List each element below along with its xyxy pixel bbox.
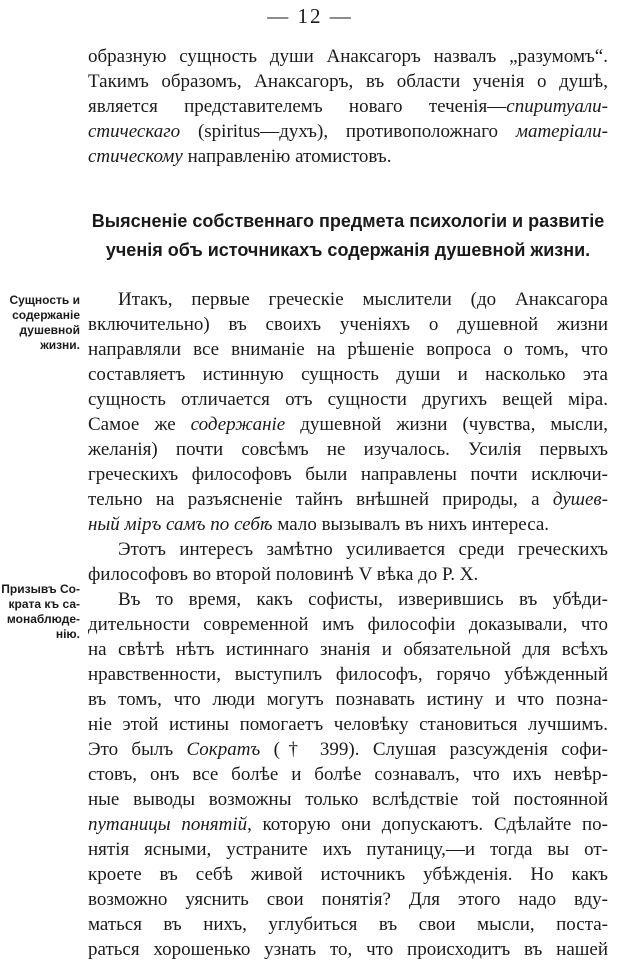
text-segment: Въ то время, какъ софисты, изверившись въ убѣди- [118, 589, 608, 610]
text-line [88, 537, 608, 562]
text-line [88, 462, 608, 487]
text-line [88, 587, 608, 612]
text-line [88, 812, 608, 837]
text-segment: († 399). Слушая разсужденія софи- [260, 739, 608, 760]
text-segment: Итакъ, первые греческіе мыслители (до Анаксагора [118, 289, 608, 310]
text-line [88, 487, 608, 512]
text-line [88, 44, 608, 69]
text-segment: дительности современной имъ философіи доказывали, что [88, 614, 608, 635]
text-line [88, 94, 608, 119]
margin-note-line: монаблюде- [6, 612, 80, 626]
text-segment: сущность отличается отъ сущности другихъ вещей міра. [88, 389, 608, 410]
text-segment: въ томъ, что люди могутъ познавать истину и что позна- [88, 689, 608, 710]
text-segment: , которую они допускаютъ. Сдѣлайте по- [247, 814, 608, 835]
emphasis: стическому [88, 146, 183, 167]
margin-note-socrates [0, 582, 80, 642]
text-segment: возможно уяснить свои понятія? Для этого надо вду- [88, 889, 608, 910]
text-segment: греческихъ философовъ были направлены почти исключи- [88, 464, 608, 485]
margin-note-line: Призывъ Со- [1, 582, 80, 596]
margin-note-line: нію. [55, 627, 80, 641]
text-line [88, 387, 608, 412]
emphasis: содержаніе [190, 414, 286, 435]
margin-note-line: крата къ са- [8, 597, 80, 611]
text-line [88, 119, 608, 144]
text-segment: маться въ нихъ, углубиться въ свои мысли, поста- [88, 914, 608, 935]
text-line [88, 562, 608, 587]
text-segment: стовъ, онъ все болѣе и болѣе сознавалъ, что ихъ невѣр- [88, 764, 608, 785]
text-line [88, 287, 608, 312]
margin-note-line: содержаніе [12, 308, 80, 322]
text-segment: ніе этой истины помогаетъ человѣку становиться лучшимъ. [88, 714, 608, 735]
text-line [88, 69, 608, 94]
text-line [88, 937, 608, 962]
text-line [88, 637, 608, 662]
text-line [88, 862, 608, 887]
text-line [88, 337, 608, 362]
text-segment: Этотъ интересъ замѣтно усиливается среди греческихъ [118, 539, 608, 560]
text-segment: включительно) въ своихъ ученіяхъ о душевной жизни [88, 314, 608, 335]
text-line [88, 837, 608, 862]
text-segment: желанія) почти совсѣмъ не изучалось. Усилія первыхъ [88, 439, 608, 460]
text-segment: тельно на разъясненіе тайнъ внѣшней природы, а [88, 489, 553, 510]
text-segment: душевной жизни (чувства, мысли, [285, 414, 608, 435]
heading-line-1: Выясненіе собственнаго предмета психологіи и развитіе [91, 211, 605, 231]
margin-note-line: жизни. [40, 338, 80, 352]
text-line [88, 912, 608, 937]
text-segment: нятія ясными, устраните ихъ путаницу,—и тогда вы от- [88, 839, 608, 860]
text-segment: Такимъ образомъ, Анаксагоръ, въ области ученія о душѣ, [88, 71, 608, 92]
text-segment: (spiritus—духъ), противоположнаго [180, 121, 516, 142]
text-segment: ные выводы возможны только вслѣдствіе той постоянной [88, 789, 608, 810]
text-segment: кроете въ себѣ живой источникъ убѣжденія. Но какъ [88, 864, 608, 885]
text-line [88, 362, 608, 387]
text-line [88, 437, 608, 462]
emphasis: путаницы понятій [88, 814, 248, 835]
emphasis: спиритуали- [506, 96, 608, 117]
text-segment: мало вызывалъ въ нихъ интереса. [272, 514, 550, 535]
text-line [88, 512, 608, 537]
margin-note-line: Сущность и [9, 293, 80, 307]
paragraph-continuation [88, 44, 608, 169]
text-line [88, 787, 608, 812]
text-segment: составляетъ истинную сущность души и насколько эта [88, 364, 608, 385]
text-segment: направленію атомистовъ. [182, 146, 392, 167]
emphasis: стическаго [88, 121, 181, 142]
text-line [88, 887, 608, 912]
heading-line-2: ученія объ источникахъ содержанія душевной жизни. [105, 240, 591, 260]
text-segment: на свѣтѣ нѣтъ истиннаго знанія и обязательной для всѣхъ [88, 639, 608, 660]
section-body [88, 287, 608, 962]
text-line [88, 762, 608, 787]
text-segment: является представителемъ новаго теченія— [88, 96, 507, 117]
emphasis: ный міръ самъ по себѣ [88, 514, 273, 535]
margin-note-line: душевной [19, 323, 80, 337]
text-segment: Самое же [88, 414, 191, 435]
emphasis: матеріали- [515, 121, 608, 142]
margin-note-essence [0, 293, 80, 353]
text-segment: нравственности, выступилъ философъ, горячо убѣжденный [88, 664, 608, 685]
emphasis: Сократъ [186, 739, 261, 760]
page-number: — 12 — [267, 4, 353, 28]
emphasis: душев- [552, 489, 608, 510]
text-line [88, 662, 608, 687]
text-segment: направляли все вниманіе на рѣшеніе вопроса о томъ, что [88, 339, 608, 360]
text-line [88, 712, 608, 737]
text-line [88, 144, 608, 169]
text-line [88, 612, 608, 637]
text-segment: философовъ во второй половинѣ V вѣка до Р. Х. [88, 564, 479, 585]
text-segment: раться хорошенько узнать то, что происходитъ въ нашей [88, 939, 608, 960]
text-line [88, 687, 608, 712]
text-line [88, 412, 608, 437]
section-heading [88, 207, 608, 265]
text-line [88, 312, 608, 337]
text-segment: образную сущность души Анаксагоръ назвалъ „разумомъ“. [88, 46, 608, 67]
text-segment: Это былъ [88, 739, 187, 760]
text-line [88, 737, 608, 762]
